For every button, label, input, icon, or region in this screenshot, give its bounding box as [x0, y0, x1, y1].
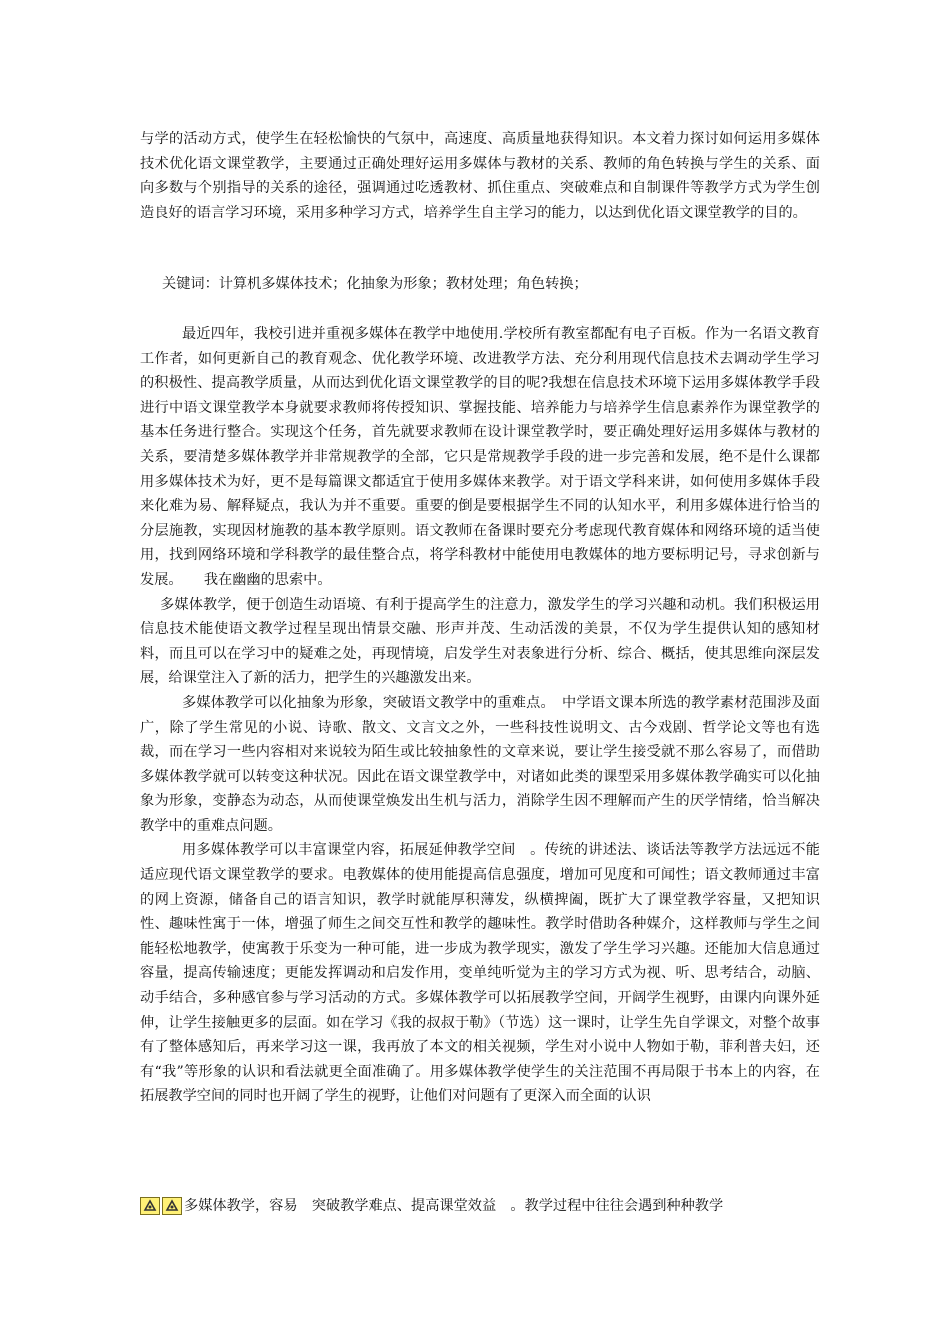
revision-mark-icon: [140, 1197, 160, 1215]
body-paragraph-3: 多媒体教学可以化抽象为形象，突破语文教学中的重难点。 中学语文课本所选的教学素材范围涉及面广，除了学生常见的小说、诗歌、散文、文言文之外，一些科技性说明文、古今戏剧、哲学论文等也有选裁，而在学习一些内容相对来说较为陌生或比较抽象性的文章来说，要让学生接受就不那么容易了，而借助多媒体教学就可以转变这种状况。因此在语文课堂教学中，对诸如此类的课型采用多媒体教学确实可以化抽象为形象，变静态为动态，从而使课堂焕发出生机与活力，消除学生因不理解而产生的厌学情绪，恰当解决教学中的重难点问题。: [140, 694, 820, 834]
body-paragraph-1: 最近四年，我校引进并重视多媒体在教学中地使用.学校所有教室都配有电子百板。作为一名语文教育工作者，如何更新自己的教育观念、优化教学环境、改进教学方法、充分利用现代信息技术去调动学生学习的积极性、提高教学质量，从而达到优化语文课堂教学的目的呢?我想在信息技术环境下运用多媒体教学手段进行中语文课堂教学本身就要求教师将传授知识、掌握技能、培养能力与培养学生信息素养作为课堂教学的基本任务进行整合。实现这个任务，首先就要求教师在设计课堂教学时，要正确处理好运用多媒体与教材的关系，要清楚多媒体教学并非常规教学的全部，它只是常规教学手段的进一步完善和发展，绝不是什么课都用多媒体技术为好，更不是每篇课文都适宜于使用多媒体来教学。对于语文学科来讲，如何使用多媒体手段来化难为易、解释疑点，我认为并不重要。重要的倒是要根据学生不同的认知水平，利用多媒体进行恰当的分层施教，实现因材施教的基本教学原则。语文教师在备课时要充分考虑现代教育媒体和网络环境的适当使用，找到网络环境和学科教学的最佳整合点，将学科教材中能使用电教媒体的地方要标明记号，寻求创新与发展。 我在幽幽的思索中。: [140, 326, 820, 588]
body-paragraph-2: 多媒体教学，便于创造生动语境、有利于提高学生的注意力，激发学生的学习兴趣和动机。我们积极运用信息技术能使语文教学过程呈现出情景交融、形声并茂、生动活泼的美景，不仅为学生提供认知的感知材料，而且可以在学习中的疑难之处，再现情境，启发学生对表象进行分析、综合、概括，使其思维向深层发展，给课堂注入了新的活力，把学生的兴趣激发出来。: [140, 596, 820, 687]
abstract-paragraph: 与学的活动方式，使学生在轻松愉快的气氛中，高速度、高质量地获得知识。本文着力探讨如何运用多媒体技术优化语文课堂教学，主要通过正确处理好运用多媒体与教材的关系、教师的角色转换与学生的关系、面向多数与个别指导的关系的途径，强调通过吃透教材、抓住重点、突破难点和自制课件等教学方式为学生创造良好的语言学习环境，采用多种学习方式，培养学生自主学习的能力，以达到优化语文课堂教学的目的。: [140, 131, 820, 221]
keywords-line: 关键词：计算机多媒体技术；化抽象为形象；教材处理；角色转换；: [162, 276, 588, 292]
abstract-block: [140, 127, 820, 225]
body-text: [140, 322, 820, 1109]
last-line: [140, 1194, 820, 1219]
body-paragraph-4: 用多媒体教学可以丰富课堂内容，拓展延伸教学空间 。传统的讲述法、谈话法等教学方法远远不能适应现代语文课堂教学的要求。电教媒体的使用能提高信息强度，增加可见度和可闻性；语文教师通过丰富的网上资源，储备自己的语言知识，教学时就能厚积薄发，纵横捭阖，既扩大了课堂教学容量，又把知识性、趣味性寓于一体，增强了师生之间交互性和教学的趣味性。教学时借助各种媒介，这样教师与学生之间能轻松地教学，使寓教于乐变为一种可能，进一步成为教学现实，激发了学生学习兴趣。还能加大信息通过容量，提高传输速度；更能发挥调动和启发作用，变单纯听觉为主的学习方式为视、听、思考结合，动脑、动手结合，多种感官参与学习活动的方式。多媒体教学可以拓展教学空间，开阔学生视野，由课内向课外延伸，让学生接触更多的层面。如在学习《我的叔叔于勒》（节选）这一课时，让学生先自学课文，对整个故事有了整体感知后，再来学习这一课，我再放了本文的相关视频，学生对小说中人物如于勒，菲利普夫妇，还有“我”等形象的认识和看法就更全面准确了。用多媒体教学使学生的关注范围不再局限于书本上的内容，在拓展教学空间的同时也开阔了学生的视野，让他们对问题有了更深入而全面的认识: [140, 842, 820, 1105]
revision-mark-icon: [162, 1197, 182, 1215]
last-line-text: 多媒体教学，容易 突破教学难点、提高课堂效益 。教学过程中往往会遇到种种教学: [184, 1198, 724, 1214]
